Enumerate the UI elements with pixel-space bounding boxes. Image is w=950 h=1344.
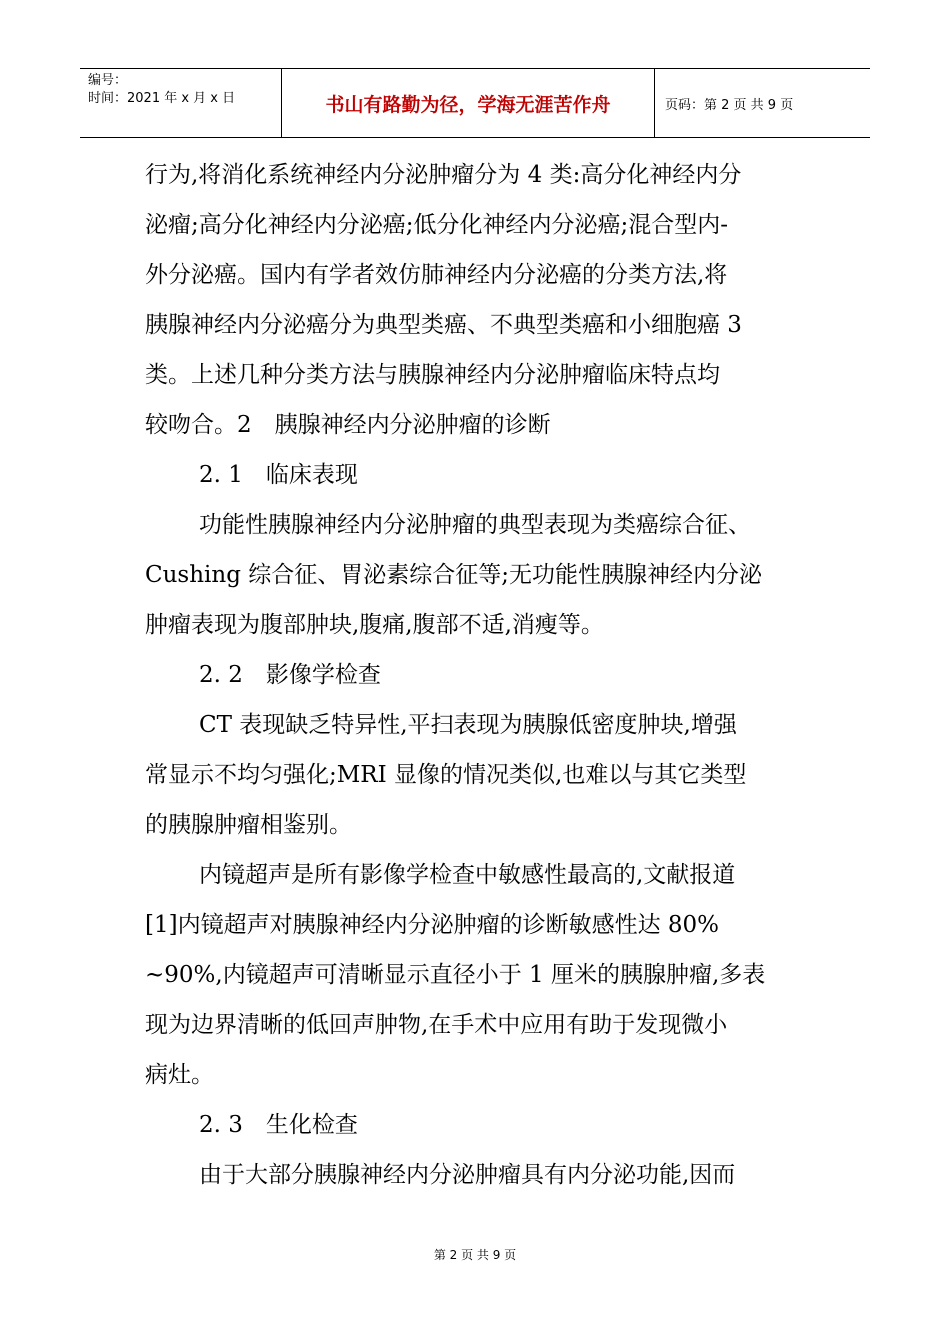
page-header — [80, 68, 870, 138]
body-line: 较吻合。2 胰腺神经内分泌肿瘤的诊断 — [145, 412, 551, 438]
body-line: 的胰腺肿瘤相鉴别。 — [145, 812, 352, 838]
header-page-info: 页码：第 2 页 共 9 页 — [665, 97, 794, 113]
body-line: 常显示不均匀强化;MRI 显像的情况类似,也难以与其它类型 — [145, 762, 747, 788]
section-heading: 2. 1 临床表现 — [199, 462, 358, 488]
section-heading: 2. 2 影像学检查 — [199, 662, 381, 688]
body-line: 行为,将消化系统神经内分泌肿瘤分为 4 类:高分化神经内分 — [145, 162, 742, 188]
document-number-label: 编号： — [88, 73, 128, 88]
body-line: 病灶。 — [145, 1062, 214, 1088]
body-line: 功能性胰腺神经内分泌肿瘤的典型表现为类癌综合征、 — [199, 512, 751, 538]
body-line: Cushing 综合征、胃泌素综合征等;无功能性胰腺神经内分泌 — [145, 562, 762, 588]
body-line: ~90%,内镜超声可清晰显示直径小于 1 厘米的胰腺肿瘤,多表 — [145, 962, 766, 988]
body-line: 胰腺神经内分泌癌分为典型类癌、不典型类癌和小细胞癌 3 — [145, 312, 742, 338]
header-motto: 书山有路勤为径，学海无涯苦作舟 — [282, 69, 655, 137]
section-heading: 2. 3 生化检查 — [199, 1112, 358, 1138]
page-footer: 第 2 页 共 9 页 — [433, 1248, 517, 1262]
body-line: CT 表现缺乏特异性,平扫表现为胰腺低密度肿块,增强 — [199, 712, 737, 738]
body-line: [1]内镜超声对胰腺神经内分泌肿瘤的诊断敏感性达 80% — [145, 912, 720, 938]
body-line: 由于大部分胰腺神经内分泌肿瘤具有内分泌功能,因而 — [199, 1162, 736, 1188]
body-line: 内镜超声是所有影像学检查中敏感性最高的,文献报道 — [199, 862, 736, 888]
body-line: 现为边界清晰的低回声肿物,在手术中应用有助于发现微小 — [145, 1012, 728, 1038]
body-line: 泌瘤;高分化神经内分泌癌;低分化神经内分泌癌;混合型内- — [145, 212, 729, 238]
body-line: 类。上述几种分类方法与胰腺神经内分泌肿瘤临床特点均 — [145, 362, 720, 388]
document-time-label: 时间：2021 年 x 月 x 日 — [88, 91, 236, 106]
body-line: 外分泌癌。国内有学者效仿肺神经内分泌癌的分类方法,将 — [145, 262, 728, 288]
header-meta — [80, 69, 282, 137]
body-line: 肿瘤表现为腹部肿块,腹痛,腹部不适,消瘦等。 — [145, 612, 604, 638]
